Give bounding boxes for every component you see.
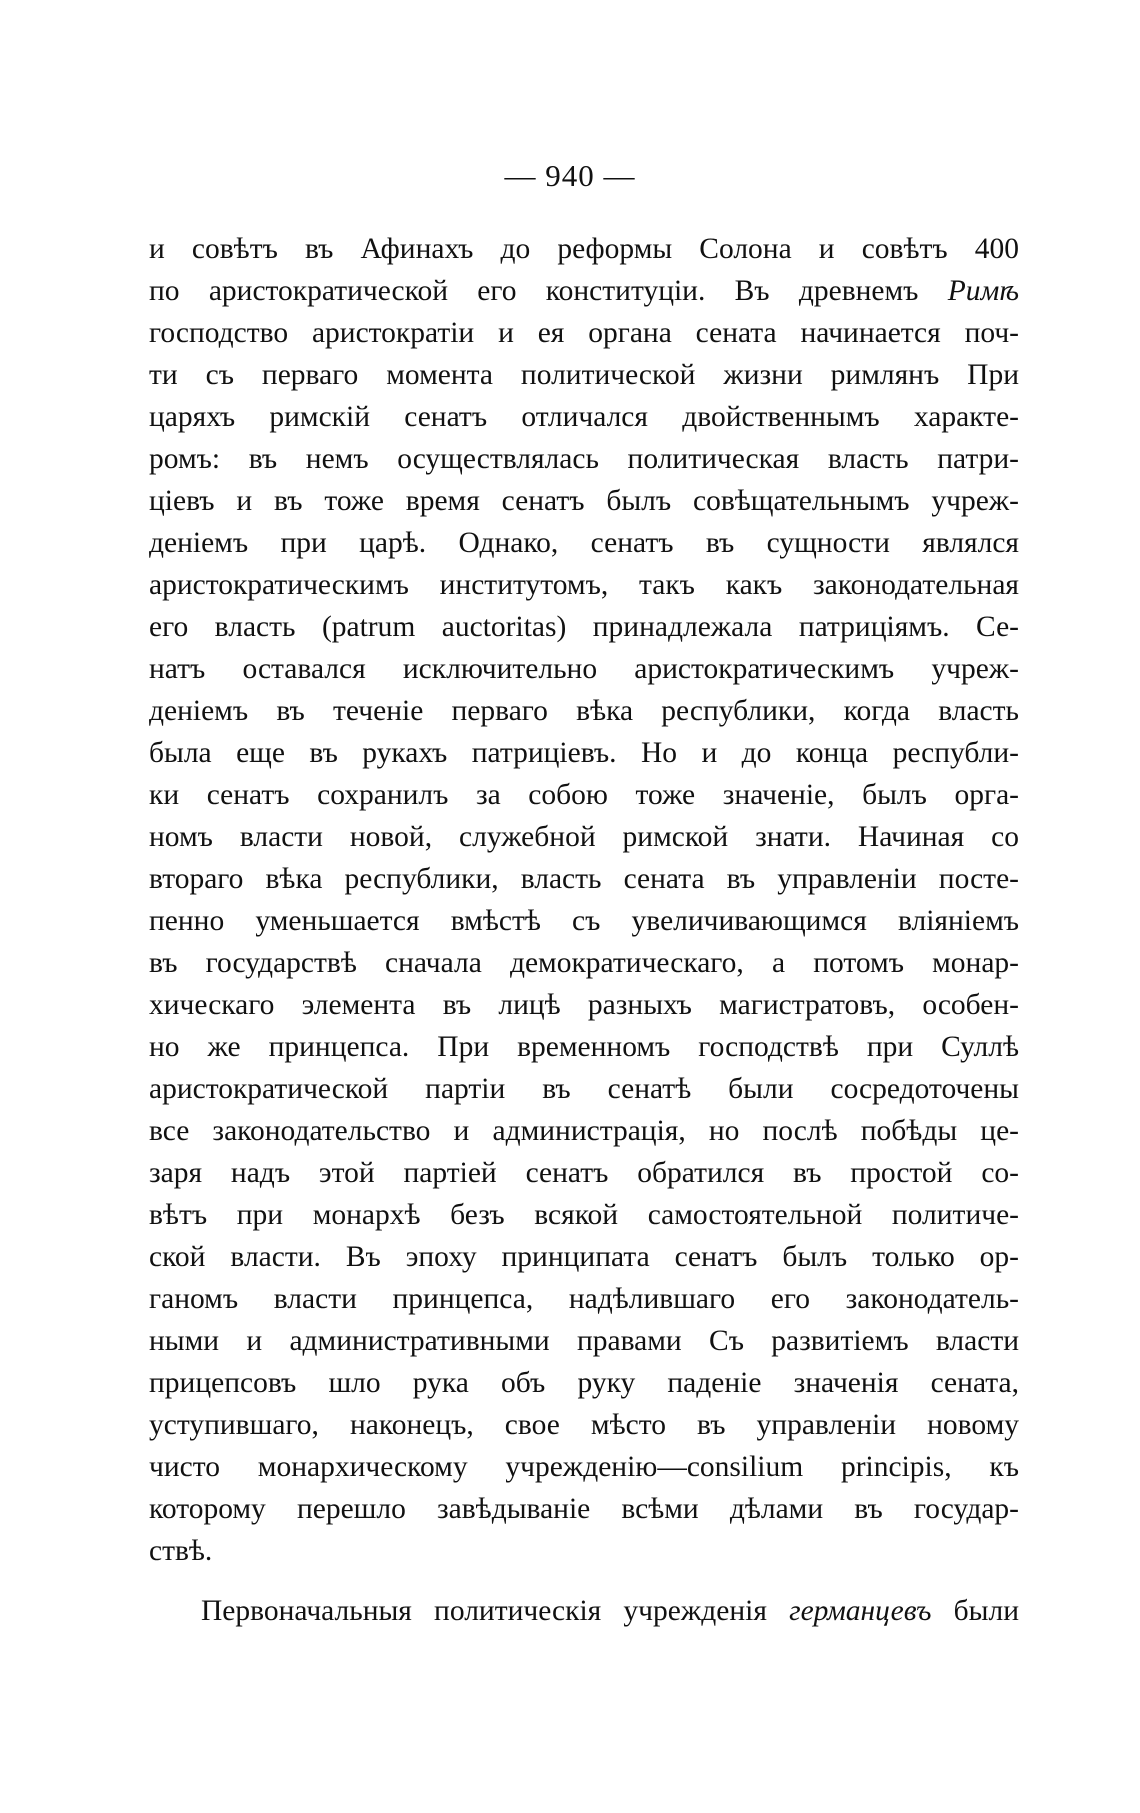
text-line: и совѣтъ въ Афинахъ до реформы Солона и совѣтъ 400 — [149, 233, 1019, 265]
text-line: которому перешло завѣдываніе всѣми дѣлами въ государ- — [149, 1493, 1019, 1525]
text-span: по аристократической его конституціи. Въ древнемъ — [149, 275, 948, 307]
text-span: Первоначальныя политическія учрежденія — [201, 1595, 790, 1627]
text-line: ской власти. Въ эпоху принципата сенатъ былъ только ор- — [149, 1241, 1019, 1273]
paragraph-2-first-line — [149, 1590, 1019, 1632]
text-span: были — [931, 1595, 1019, 1627]
text-line: пенно уменьшается вмѣстѣ съ увеличивающимся вліяніемъ — [149, 905, 1019, 937]
text-line: номъ власти новой, служебной римской знати. Начиная со — [149, 821, 1019, 853]
text-line: господство аристократіи и ея органа сената начинается поч- — [149, 317, 1019, 349]
text-line: вѣтъ при монархѣ безъ всякой самостоятельной политиче- — [149, 1199, 1019, 1231]
text-line: хическаго элемента въ лицѣ разныхъ магистратовъ, особен- — [149, 989, 1019, 1021]
text-line: ганомъ власти принцепса, надѣлившаго его законодатель- — [149, 1283, 1019, 1315]
text-line: уступившаго, наконецъ, свое мѣсто въ управленіи новому — [149, 1409, 1019, 1441]
text-line: чисто монархическому учрежденію—consilium principis, къ — [149, 1451, 1019, 1483]
text-line: втораго вѣка республики, власть сената въ управленіи посте- — [149, 863, 1019, 895]
page-number: — 940 — — [504, 158, 636, 193]
text-line: ными и административными правами Съ развитіемъ власти — [149, 1325, 1019, 1357]
text-line: ти съ перваго момента политической жизни римлянъ При — [149, 359, 1019, 391]
text-line: царяхъ римскій сенатъ отличался двойственнымъ характе- — [149, 401, 1019, 433]
text-line: ки сенатъ сохранилъ за собою тоже значеніе, былъ орга- — [149, 779, 1019, 811]
text-line: натъ оставался исключительно аристократическимъ учреж- — [149, 653, 1019, 685]
text-line — [149, 270, 1019, 312]
text-line: аристократическимъ институтомъ, такъ какъ законодательная — [149, 569, 1019, 601]
text-line: прицепсовъ шло рука объ руку паденіе значенія сената, — [149, 1367, 1019, 1399]
text-line: была еще въ рукахъ патриціевъ. Но и до конца республи- — [149, 737, 1019, 769]
text-line: все законодательство и администрація, но послѣ побѣды це- — [149, 1115, 1019, 1147]
text-line: аристократической партіи въ сенатѣ были сосредоточены — [149, 1073, 1019, 1105]
text-line: въ государствѣ сначала демократическаго, а потомъ монар- — [149, 947, 1019, 979]
text-line: ціевъ и въ тоже время сенатъ былъ совѣщательнымъ учреж- — [149, 485, 1019, 517]
text-line: но же принцепса. При временномъ господствѣ при Суллѣ — [149, 1031, 1019, 1063]
text-line: деніемъ при царѣ. Однако, сенатъ въ сущности являлся — [149, 527, 1019, 559]
text-line: ромъ: въ немъ осуществлялась политическая власть патри- — [149, 443, 1019, 475]
text-line: его власть (patrum auctoritas) принадлежала патриціямъ. Се- — [149, 611, 1019, 643]
text-line-last: ствѣ. — [149, 1535, 213, 1567]
italic-word-germans: германцевъ — [789, 1595, 932, 1627]
italic-word-rome: Римѣ — [947, 275, 1019, 307]
text-line: заря надъ этой партіей сенатъ обратился въ простой со- — [149, 1157, 1019, 1189]
body-text — [149, 228, 1019, 1632]
text-line: деніемъ въ теченіе перваго вѣка республики, когда власть — [149, 695, 1019, 727]
